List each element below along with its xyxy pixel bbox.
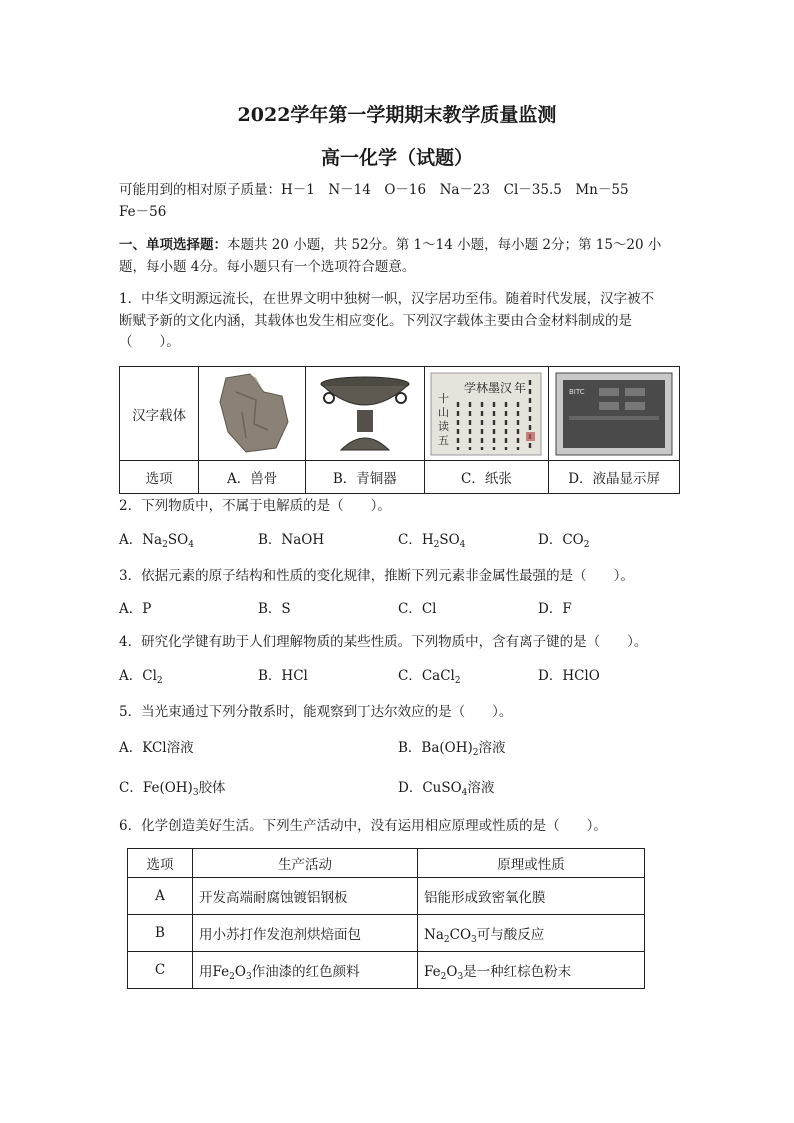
q4-option-a: A．$Cl_2$ — [119, 668, 163, 686]
q1-row-label-option: 选项 — [120, 461, 199, 494]
calligraphy-char-4: 十 — [438, 391, 450, 405]
oracle-bone-image — [206, 372, 298, 456]
exam-subtitle: 高一化学（试题） — [320, 147, 473, 169]
q6-table — [127, 848, 645, 989]
q1-option-c: C．纸张 — [424, 461, 549, 494]
q6-table-header — [128, 849, 645, 878]
q3-option-b: B．S — [258, 601, 291, 617]
q3-option-a: A．P — [119, 601, 152, 617]
q1-line3: （ ）。 — [119, 334, 180, 350]
q1-line2: 断赋予新的文化内涵，其载体也发生相应变化。下列汉字载体主要由合金材料制成的是 — [119, 313, 632, 329]
q1-row-label-carrier: 汉字载体 — [120, 367, 199, 461]
q5-stem: 5．当光束通过下列分散系时，能观察到丁达尔效应的是（ ）。 — [119, 704, 513, 720]
q1-option-a: A．兽骨 — [199, 461, 306, 494]
calligraphy-char-8: 年 — [514, 380, 527, 395]
q6-row-a — [128, 878, 645, 915]
section1-rules: 本题共 20 小题，共 52分。第 1～14 小题，每小题 2分；第 15～20 小 — [227, 237, 662, 253]
q6-row-b-option: B — [128, 915, 193, 952]
lcd-screen-label: BITC — [569, 387, 585, 396]
q6-row-a-principle: 铝能形成致密氧化膜 — [418, 878, 645, 915]
q3-option-d: D．F — [538, 601, 572, 617]
q6-row-b-activity: 用小苏打作发泡剂烘焙面包 — [193, 915, 418, 952]
q4-stem: 4．研究化学键有助于人们理解物质的某些性质。下列物质中，含有离子键的是（ ）。 — [119, 634, 648, 650]
q5-option-c: C．$Fe(OH)_3$胶体 — [119, 780, 226, 798]
q6-header-principle: 原理或性质 — [418, 849, 645, 878]
q1-image-bone — [199, 367, 306, 461]
q6-row-c-activity: 用$Fe_2O_3$作油漆的红色颜料 — [193, 952, 418, 989]
calligraphy-char-5: 山 — [438, 405, 450, 419]
q6-header-activity: 生产活动 — [193, 849, 418, 878]
q2-option-a: A．$Na_2SO_4$ — [119, 532, 194, 550]
q1-option-d: D．液晶显示屏 — [549, 461, 680, 494]
q1-options-table — [119, 366, 680, 494]
q6-row-c-principle: $Fe_2O_3$是一种红棕色粉末 — [418, 952, 645, 989]
q5-option-d: D．CuSO$_4$溶液 — [398, 780, 495, 798]
q1-line1: 1．中华文明源远流长，在世界文明中独树一帜，汉字居功至伟。随着时代发展，汉字被不 — [119, 291, 655, 307]
section1-line2: 题，每小题 4分。每小题只有一个选项符合题意。 — [119, 259, 416, 275]
q2-option-b: B．NaOH — [258, 532, 325, 548]
q2-stem: 2．下列物质中，不属于电解质的是（ ）。 — [119, 498, 391, 514]
section1-heading: 一、单项选择题： — [119, 237, 227, 253]
q1-image-paper — [424, 367, 549, 461]
q6-row-a-option: A — [128, 878, 193, 915]
q1-image-lcd — [549, 367, 680, 461]
q1-option-b: B．青铜器 — [305, 461, 424, 494]
q6-row-c-option: C — [128, 952, 193, 989]
section1-line1 — [119, 235, 661, 255]
lcd-screen-image — [555, 372, 673, 456]
q5-option-a: A．KCl溶液 — [119, 740, 194, 756]
q3-stem: 3．依据元素的原子结构和性质的变化规律，推断下列元素非金属性最强的是（ ）。 — [119, 568, 634, 584]
q5-option-b: B．$Ba(OH)_2$溶液 — [398, 740, 506, 758]
calligraphy-paper-image — [430, 372, 542, 456]
calligraphy-char-0: 汉 — [500, 380, 513, 395]
q2-option-c: C．$H_2SO_4$ — [398, 532, 466, 550]
calligraphy-char-7: 五 — [438, 433, 450, 447]
q6-stem: 6．化学创造美好生活。下列生产活动中，没有运用相应原理或性质的是（ ）。 — [119, 818, 607, 834]
q1-image-bronze — [305, 367, 424, 461]
q6-row-b-principle: $Na_2CO_3$可与酸反应 — [418, 915, 645, 952]
atomic-masses-line1: 可能用到的相对原子质量：H－1 N－14 O－16 Na－23 Cl－35.5 Mn－55 — [119, 182, 629, 198]
q6-row-b — [128, 915, 645, 952]
calligraphy-char-2: 林 — [476, 380, 489, 395]
q4-option-c: C．CaCl$_2$ — [398, 668, 461, 686]
q2-option-d: D．$CO_2$ — [538, 532, 590, 550]
calligraphy-char-1: 墨 — [488, 380, 501, 395]
q6-row-c — [128, 952, 645, 989]
exam-title: 2022学年第一学期期末教学质量监测 — [237, 104, 557, 126]
q6-row-a-activity: 开发高端耐腐蚀镀铝钢板 — [193, 878, 418, 915]
q6-header-option: 选项 — [128, 849, 193, 878]
calligraphy-char-6: 读 — [438, 419, 450, 433]
q4-option-d: D．HClO — [538, 668, 600, 684]
calligraphy-char-3: 学 — [464, 380, 477, 395]
q4-option-b: B．HCl — [258, 668, 308, 684]
q3-option-c: C．Cl — [398, 601, 437, 617]
bronze-vessel-image — [313, 372, 417, 456]
atomic-masses-line2: Fe－56 — [119, 204, 167, 220]
